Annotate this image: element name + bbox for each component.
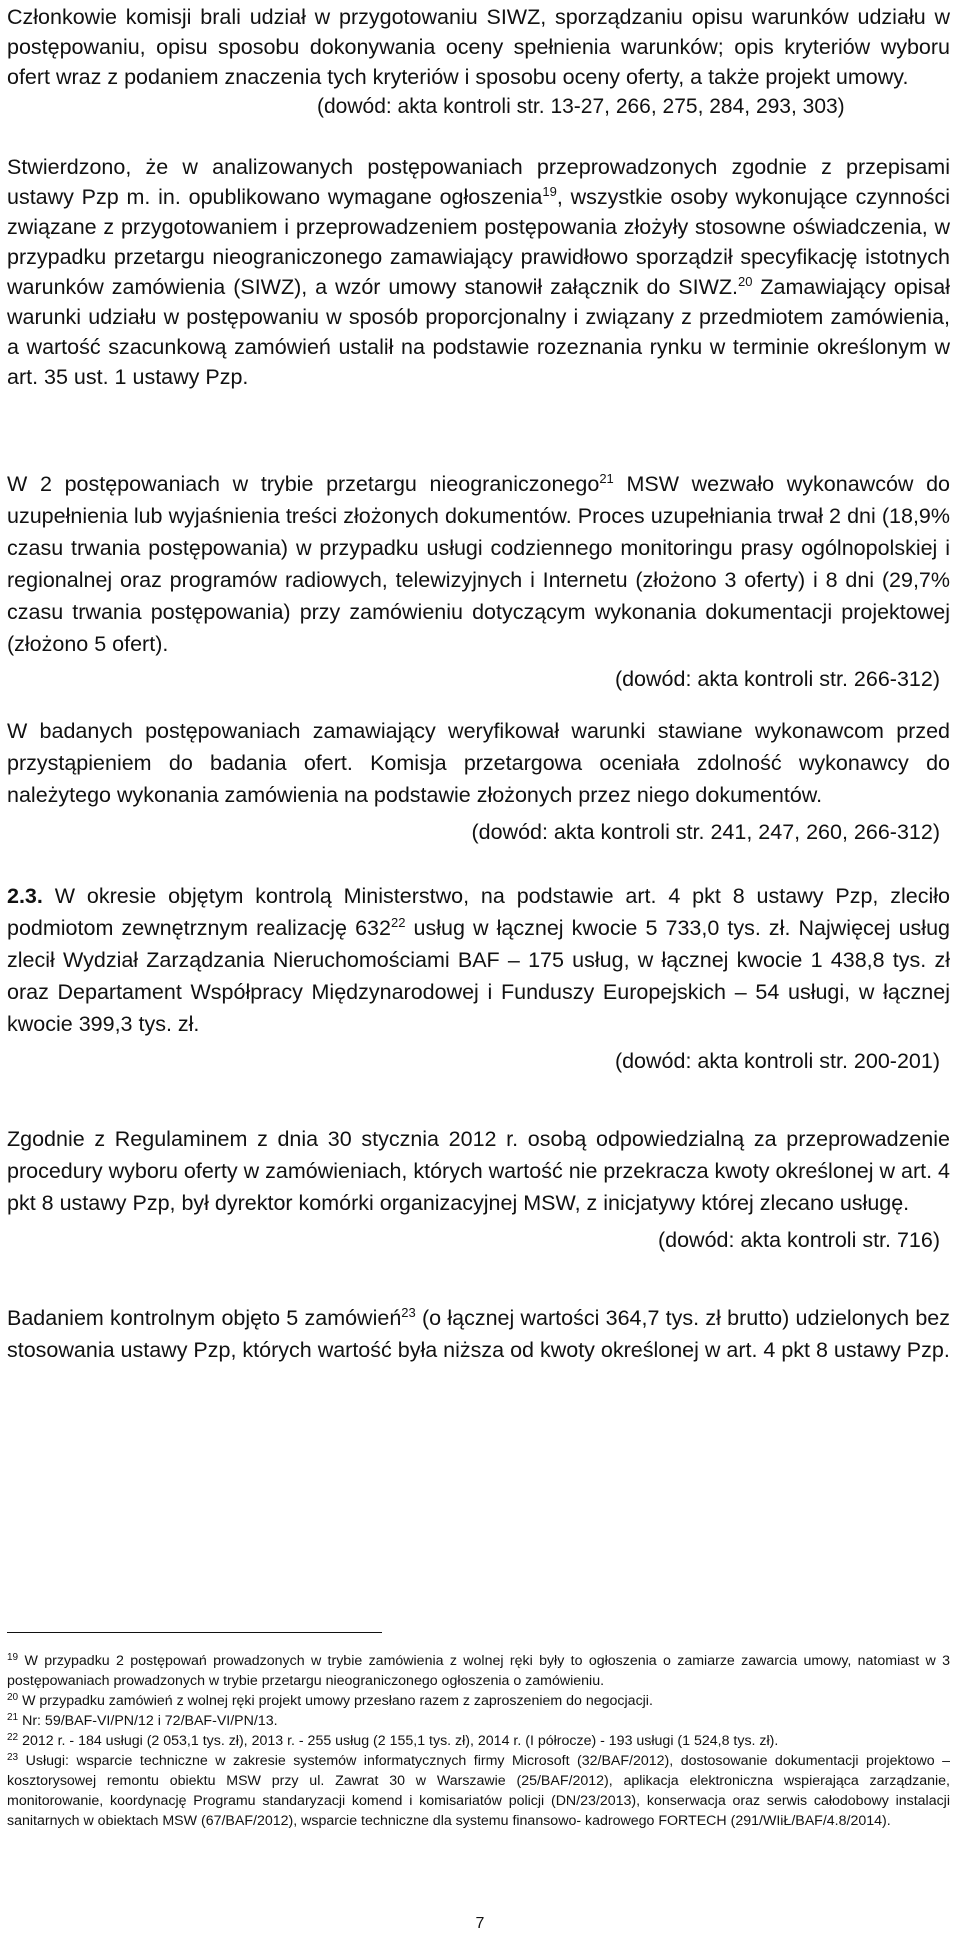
footnote (7, 1751, 950, 1831)
footnote (7, 1651, 950, 1691)
evidence-reference: (dowód: akta kontroli str. 241, 247, 260, 266-312) (471, 820, 940, 844)
paragraph-supplement (7, 468, 950, 694)
paragraph-text: W 2 postępowaniach w trybie przetargu nieograniczonego (7, 472, 600, 496)
paragraph-text: MSW wezwało wykonawców do uzupełnienia lub wyjaśnienia treści złożonych dokumentów. Proces uzupełniania trwał 2 dni (18,9% czasu trwania postępowania) w przypadku usługi codziennego monitoringu prasy ogólnopolskiej i regionalnej oraz programów radiowych, telewizyjnych i Internetu (złożono 3 oferty) i 8 dni (29,7% czasu trwania postępowania) przy zamówieniu dotyczącym wykonania dokumentacji projektowej (złożono 5 ofert). (7, 472, 951, 656)
paragraph-text: , wszystkie osoby wykonujące czynności związane z przygotowaniem i przeprowadzeniem postępowania złożyły stosowne oświadczenia, w przypadku przetargu nieograniczonego zamawiający prawidłowo sporządził specyfikację istotnych warunków zamówienia (SIWZ), a wzór umowy stanowił załącznik do SIWZ. (7, 185, 950, 299)
paragraph-text: W okresie objętym kontrolą Ministerstwo, na podstawie art. 4 pkt 8 ustawy Pzp, zleciło podmiotom zewnętrznym realizację 632 (7, 884, 950, 940)
evidence-reference: (dowód: akta kontroli str. 716) (657, 1228, 940, 1252)
footnote-separator (7, 1632, 382, 1633)
paragraph-text: Członkowie komisji brali udział w przygotowaniu SIWZ, sporządzaniu opisu warunków udziału w postępowaniu, opisu sposobu dokonywania oceny spełnienia warunków; opis kryteriów wyboru ofert wraz z podaniem znaczenia tych kryteriów i sposobu oceny oferty, a także projekt umowy. (7, 5, 950, 89)
paragraph-text: (o łącznej wartości 364,7 tys. zł brutto) udzielonych bez stosowania ustawy Pzp, których wartość była niższa od kwoty określonej w art. 4 pkt 8 ustawy Pzp. (7, 1306, 950, 1362)
paragraph-text: Zgodnie z Regulaminem z dnia 30 stycznia 2012 r. osobą odpowiedzialną za przeprowadzenie procedury wyboru oferty w zamówieniach, których wartość nie przekracza kwoty określonej w art. 4 pkt 8 ustawy Pzp, był dyrektor komórki organizacyjnej MSW, z inicjatywy której zlecano usługę. (7, 1127, 950, 1215)
footnote-text: Usługi: wsparcie techniczne w zakresie systemów informatycznych firmy Microsoft (32/BAF/2012), dostosowanie dokumentacji projektowo – kosztorysowej remontu obiektu MSW przy ul. Zawrat 30 w Warszawie (25/BAF/2012), aplikacja elektroniczna wspierająca zarządzanie, monitorowanie, koordynację Programu standaryzacji komend i komisariatów policji (DN/23/2013), konserwacja oraz serwis całodobowy instalacji sanitarnych w obiektach MSW (67/BAF/2012), wsparcie techniczne dla systemu finansowo- kadrowego FORTECH (291/WIiŁ/BAF/4.8/2014). (7, 1753, 950, 1829)
footnotes (7, 1651, 950, 1831)
footnote-text: W przypadku zamówień z wolnej ręki projekt umowy przesłano razem z zaproszeniem do negocjacji. (22, 1693, 653, 1709)
footnote-text: W przypadku 2 postępowań prowadzonych w trybie zamówienia z wolnej ręki były to ogłoszenia o zamiarze zawarcia umowy, natomiast w 3 postępowaniach prowadzonych w trybie przetargu nieograniczonego ogłoszenia o zamówieniu. (7, 1653, 950, 1689)
paragraph-text: W badanych postępowaniach zamawiający weryfikował warunki stawiane wykonawcom przed przystąpieniem do badania ofert. Komisja przetargowa oceniała zdolność wykonawcy do należytego wykonania zamówienia na podstawie złożonych przez niego dokumentów. (7, 719, 950, 807)
evidence-reference: (dowód: akta kontroli str. 200-201) (614, 1049, 940, 1073)
footnote-ref: 19 (542, 184, 557, 199)
footnote-number: 21 (7, 1712, 19, 1723)
footnote (7, 1711, 950, 1731)
paragraph-text: Stwierdzono, że w analizowanych postępowaniach przeprowadzonych zgodnie z przepisami ustawy Pzp m. in. opublikowano wymagane ogłoszenia (7, 155, 950, 209)
paragraph-text: Badaniem kontrolnym objęto 5 zamówień (7, 1306, 402, 1330)
footnote-text: 2012 r. - 184 usługi (2 053,1 tys. zł), 2013 r. - 255 usług (2 155,1 tys. zł), 2014 r. (I półrocze) - 193 usługi (1 524,8 tys. zł). (22, 1733, 779, 1749)
page-number: 7 (475, 1915, 485, 1932)
paragraph-verification (7, 715, 950, 847)
paragraph-control-sample (7, 1302, 950, 1366)
paragraph-commission (7, 2, 950, 122)
footnote-number: 22 (7, 1732, 19, 1743)
paragraph-regulation (7, 1123, 950, 1255)
footnote (7, 1691, 950, 1711)
evidence-reference: (dowód: akta kontroli str. 266-312) (614, 667, 940, 691)
footnote-ref: 22 (390, 915, 406, 930)
section-2-3 (7, 880, 950, 1076)
footnote-text: Nr: 59/BAF-VI/PN/12 i 72/BAF-VI/PN/13. (22, 1713, 278, 1729)
footnote-number: 20 (7, 1692, 19, 1703)
paragraph-findings (7, 152, 950, 392)
paragraph-text: usług w łącznej kwocie 5 733,0 tys. zł. Najwięcej usług zlecił Wydział Zarządzania Nieruchomościami BAF – 175 usług, w łącznej kwocie 1 438,8 tys. zł oraz Departament Współpracy Międzynarodowej i Funduszy Europejskich – 54 usługi, w łącznej kwocie 399,3 tys. zł. (7, 916, 950, 1036)
evidence-reference: (dowód: akta kontroli str. 13-27, 266, 275, 284, 293, 303) (317, 95, 845, 118)
footnote-ref: 21 (599, 471, 614, 486)
footnote (7, 1731, 950, 1751)
footnote-number: 19 (7, 1652, 19, 1663)
section-number: 2.3. (7, 884, 43, 908)
footnote-number: 23 (7, 1752, 19, 1763)
footnote-ref: 20 (738, 274, 753, 289)
paragraph-text: Zamawiający opisał warunki udziału w postępowaniu w sposób proporcjonalny i związany z przedmiotem zamówienia, a wartość szacunkową zamówień ustalił na podstawie rozeznania rynku w terminie określonym w art. 35 ust. 1 ustawy Pzp. (7, 275, 950, 389)
footnote-ref: 23 (401, 1305, 416, 1320)
